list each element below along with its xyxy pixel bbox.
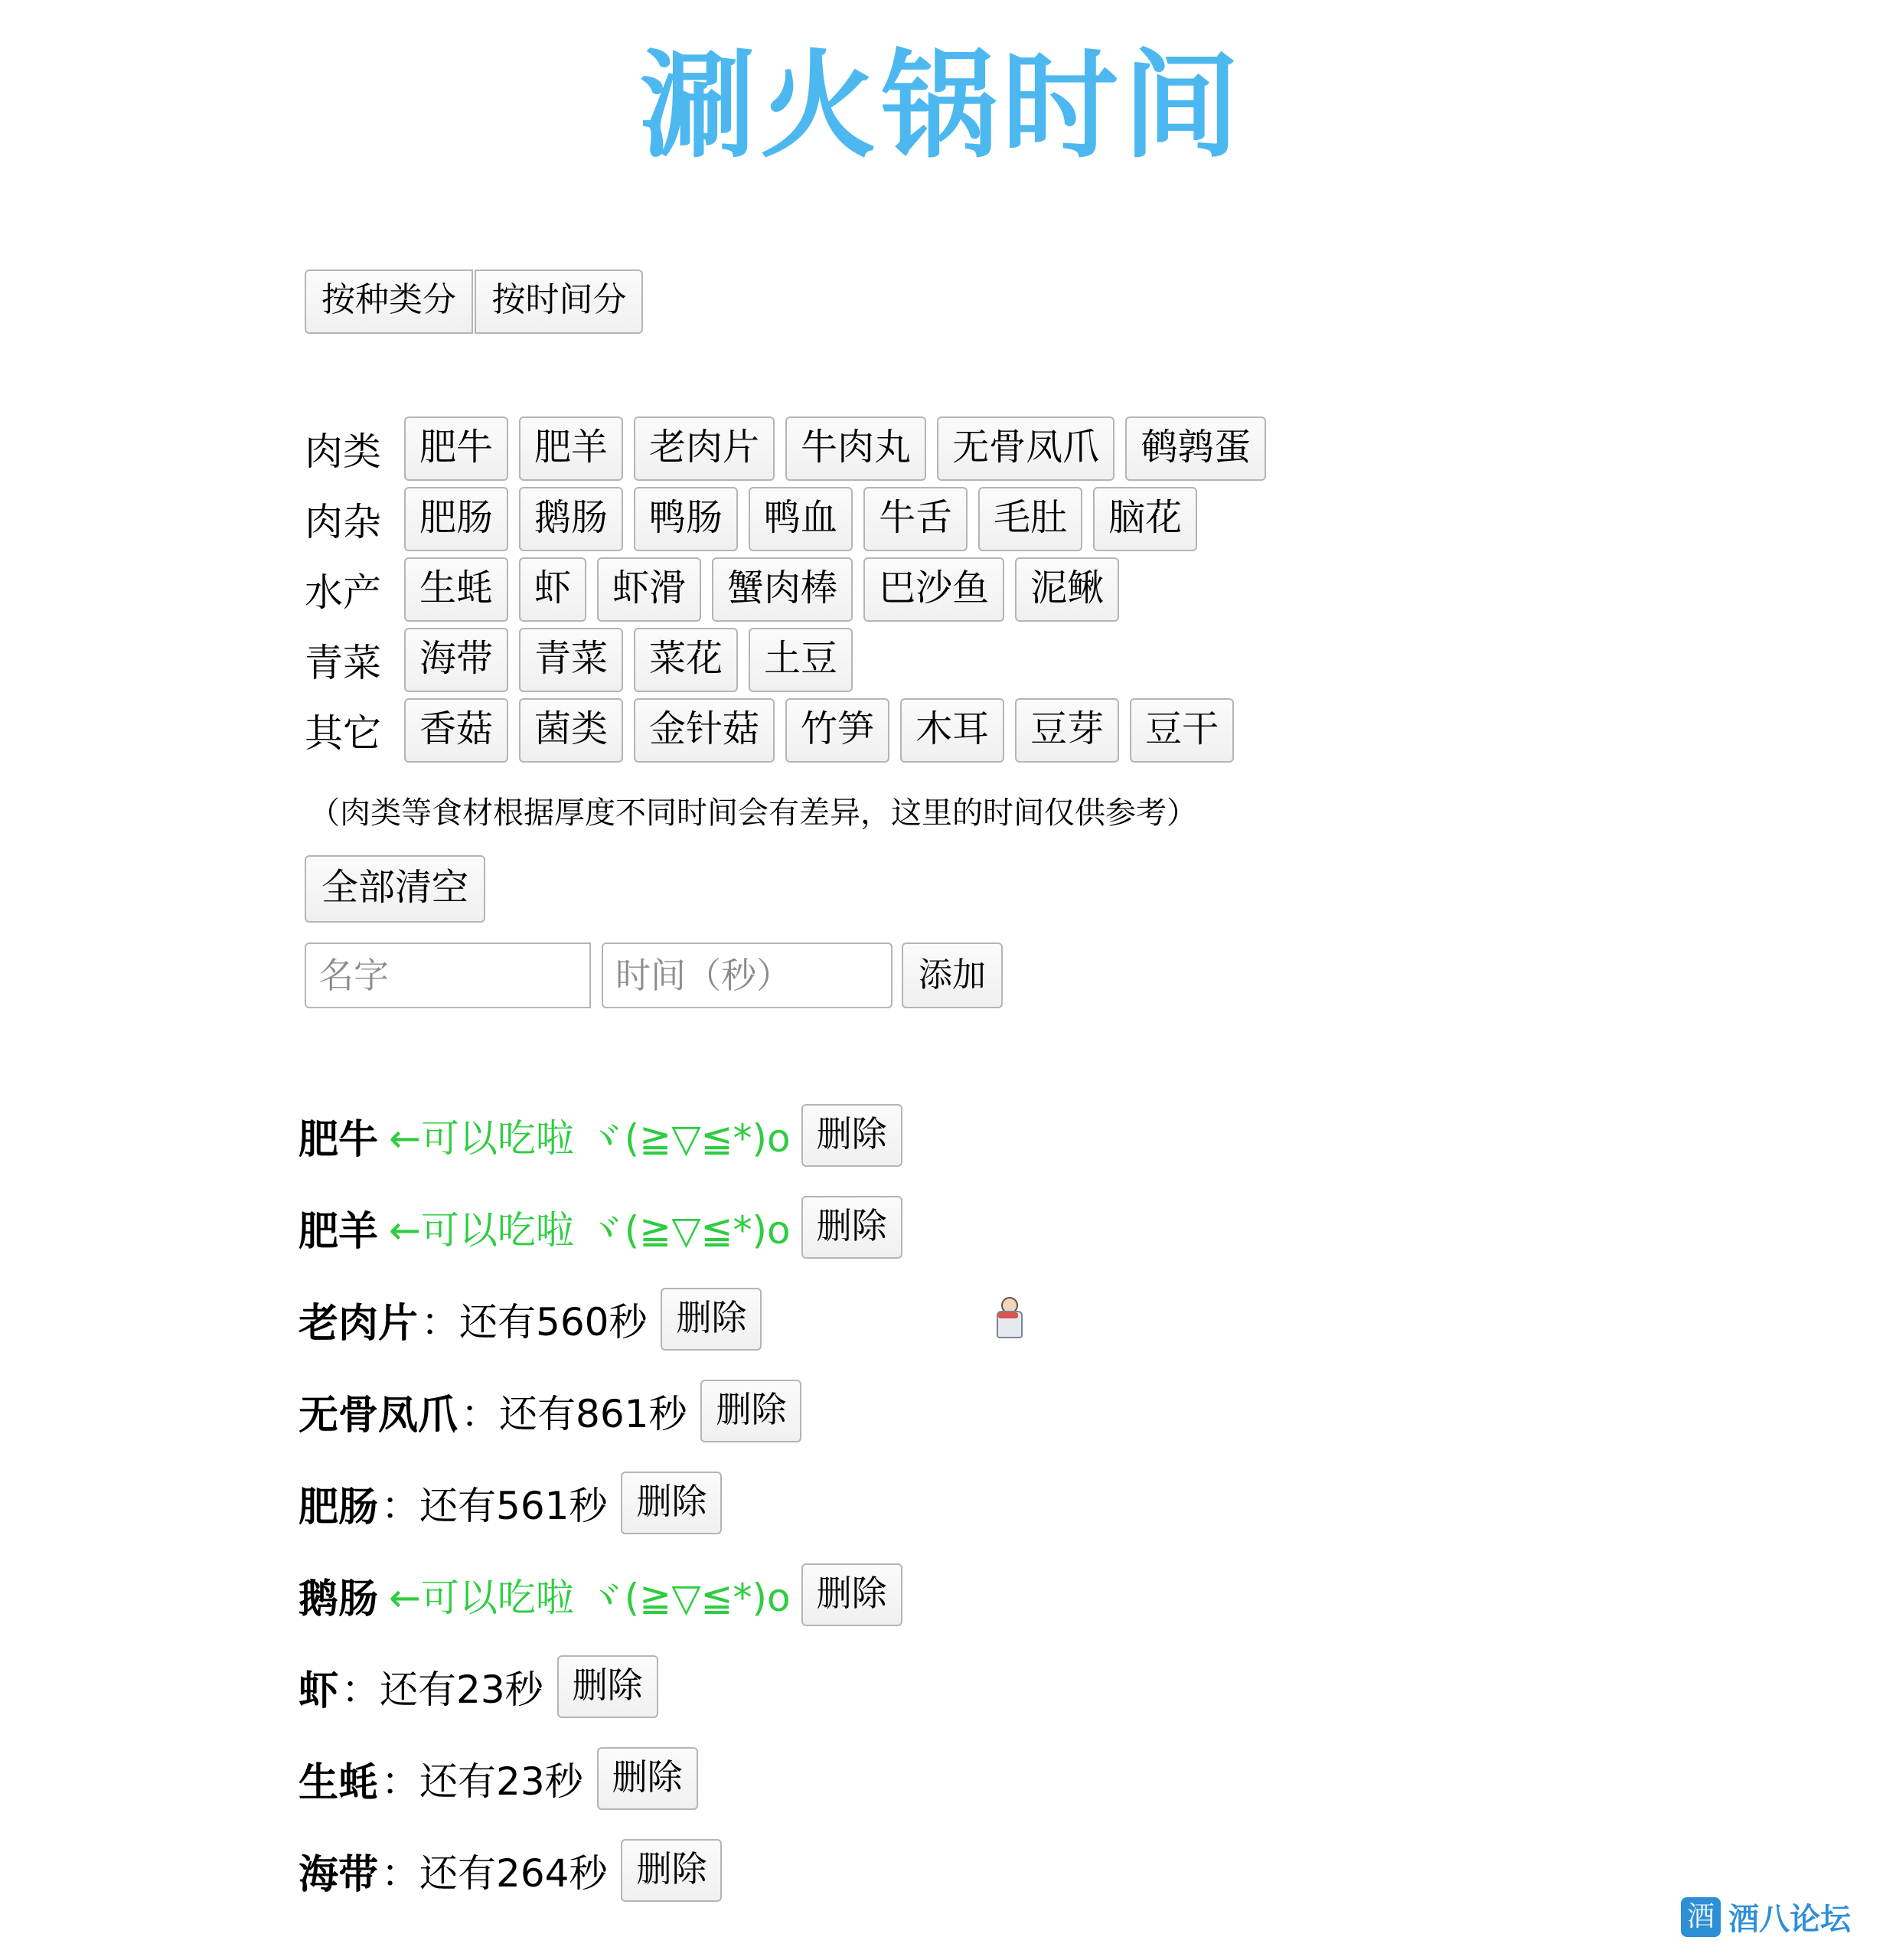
timer-name: 无骨凤爪	[299, 1392, 459, 1439]
food-button[interactable]: 毛肚	[978, 487, 1082, 551]
add-button[interactable]: 添加	[902, 942, 1003, 1008]
clear-all-button[interactable]: 全部清空	[305, 855, 485, 923]
time-input[interactable]	[602, 942, 893, 1008]
timer-item	[299, 1376, 1883, 1446]
food-button[interactable]: 豆芽	[1015, 698, 1119, 763]
category-label: 肉类	[305, 430, 381, 474]
delete-button[interactable]: 删除	[700, 1380, 801, 1442]
delete-button[interactable]: 删除	[801, 1563, 902, 1626]
food-button[interactable]: 鸭血	[749, 487, 853, 551]
food-button[interactable]: 肥羊	[519, 416, 623, 481]
timer-item	[299, 1743, 1883, 1814]
category-row-other	[305, 698, 1883, 763]
category-label: 水产	[305, 570, 381, 615]
category-row-seafood	[305, 557, 1883, 622]
food-button[interactable]: 牛舌	[863, 487, 968, 551]
watermark-logo-icon: 酒	[1681, 1897, 1721, 1937]
tab-by-time[interactable]: 按时间分	[475, 270, 643, 334]
food-button[interactable]: 鹌鹑蛋	[1125, 416, 1266, 481]
food-button[interactable]: 鹅肠	[519, 487, 623, 551]
food-button[interactable]: 无骨凤爪	[937, 416, 1114, 481]
food-button[interactable]: 菌类	[519, 698, 623, 763]
category-label: 肉杂	[305, 500, 381, 544]
food-button[interactable]: 肥肠	[404, 487, 508, 551]
timer-name: 生蚝	[299, 1759, 379, 1806]
food-button[interactable]: 老肉片	[634, 416, 775, 481]
tab-by-category[interactable]: 按种类分	[305, 270, 473, 334]
watermark	[1681, 1895, 1851, 1939]
page-title: 涮火锅时间	[639, 38, 1244, 174]
timer-status: ：还有861秒	[461, 1392, 687, 1436]
delete-button[interactable]: 删除	[661, 1288, 762, 1351]
timer-list	[0, 1008, 1883, 1906]
timer-status: ←可以吃啦 ヾ(≧▽≦*)o	[389, 1576, 791, 1620]
disclaimer-note: （肉类等食材根据厚度不同时间会有差异，这里的时间仅供参考）	[309, 795, 1197, 831]
food-button[interactable]: 香菇	[404, 698, 508, 763]
food-button[interactable]: 生蚝	[404, 557, 508, 622]
food-button[interactable]: 竹笋	[785, 698, 889, 763]
timer-status: ←可以吃啦 ヾ(≧▽≦*)o	[389, 1208, 791, 1253]
food-button[interactable]: 豆干	[1130, 698, 1234, 763]
timer-status: ：还有23秒	[341, 1668, 543, 1712]
food-button[interactable]: 土豆	[749, 628, 853, 692]
timer-item	[299, 1284, 1883, 1354]
food-button[interactable]: 牛肉丸	[785, 416, 926, 481]
category-row-meat	[305, 416, 1883, 481]
timer-name: 海带	[299, 1851, 379, 1898]
food-button[interactable]: 木耳	[900, 698, 1004, 763]
food-button[interactable]: 虾	[519, 557, 586, 622]
food-button[interactable]: 巴沙鱼	[863, 557, 1004, 622]
delete-button[interactable]: 删除	[557, 1655, 658, 1718]
timer-item	[299, 1560, 1883, 1630]
food-button[interactable]: 泥鳅	[1015, 557, 1119, 622]
food-button[interactable]: 虾滑	[597, 557, 701, 622]
category-label: 青菜	[305, 641, 381, 685]
timer-status: ：还有560秒	[421, 1300, 648, 1344]
timer-name: 鹅肠	[299, 1576, 379, 1622]
delete-button[interactable]: 删除	[801, 1196, 902, 1259]
food-button[interactable]: 蟹肉棒	[712, 557, 853, 622]
timer-name: 肥羊	[299, 1208, 379, 1255]
food-button[interactable]: 脑花	[1093, 487, 1197, 551]
category-list	[0, 334, 1883, 763]
timer-item	[299, 1468, 1883, 1538]
category-label: 其它	[305, 711, 381, 756]
category-row-offal	[305, 487, 1883, 551]
timer-status: ←可以吃啦 ヾ(≧▽≦*)o	[389, 1116, 791, 1161]
timer-status: ：还有264秒	[381, 1851, 608, 1896]
category-row-vegetables	[305, 628, 1883, 692]
food-button[interactable]: 肥牛	[404, 416, 508, 481]
delete-button[interactable]: 删除	[621, 1472, 722, 1534]
timer-name: 肥牛	[299, 1116, 379, 1163]
delete-button[interactable]: 删除	[597, 1747, 698, 1810]
food-button[interactable]: 青菜	[519, 628, 623, 692]
timer-item	[299, 1835, 1883, 1906]
timer-item	[299, 1100, 1883, 1171]
timer-status: ：还有561秒	[381, 1484, 608, 1528]
timer-item	[299, 1651, 1883, 1722]
name-input[interactable]	[305, 942, 591, 1008]
delete-button[interactable]: 删除	[621, 1839, 722, 1902]
add-custom-form	[0, 923, 1883, 1008]
timer-name: 老肉片	[299, 1300, 419, 1347]
food-button[interactable]: 海带	[404, 628, 508, 692]
delete-button[interactable]: 删除	[801, 1104, 902, 1167]
timer-name: 虾	[299, 1668, 339, 1714]
food-button[interactable]: 菜花	[634, 628, 738, 692]
mode-tab-group	[0, 179, 1883, 334]
watermark-text: 酒八论坛	[1728, 1902, 1851, 1937]
clear-all-row	[0, 832, 1883, 923]
food-button[interactable]: 金针菇	[634, 698, 775, 763]
timer-name: 肥肠	[299, 1484, 379, 1530]
timer-status: ：还有23秒	[381, 1759, 583, 1804]
food-button[interactable]: 鸭肠	[634, 487, 738, 551]
timer-item	[299, 1192, 1883, 1263]
